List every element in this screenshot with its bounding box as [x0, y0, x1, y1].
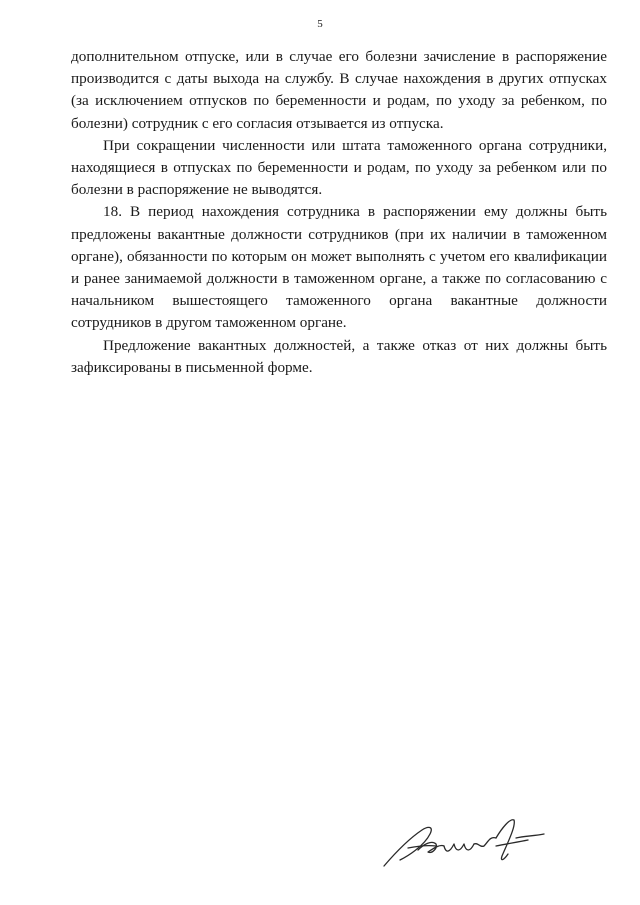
document-body: [71, 46, 607, 379]
page-number: 5: [317, 18, 323, 30]
paragraph-staff-reduction: При сокращении численности или штата таможенного органа сотрудники, находящиеся в отпусках по беременности и родам, по уходу за ребенком или по болезни в распоряжение не выводятся.: [71, 136, 607, 199]
paragraph-written-form: Предложение вакантных должностей, а также отказ от них должны быть зафиксированы в письменной форме.: [71, 336, 607, 376]
handwritten-signature: [378, 812, 548, 872]
paragraph-item-18: 18. В период нахождения сотрудника в распоряжении ему должны быть предложены вакантные должности сотрудников (при их наличии в таможенном органе), обязанности по которым он может выполнять с учетом его квалификации и ранее занимаемой должности в таможенном органе, а также по согласованию с начальником вышестоящего таможенного органа вакантные должности сотрудников в другом таможенном органе.: [71, 203, 607, 332]
paragraph-continuation: дополнительном отпуске, или в случае его болезни зачисление в распоряжение производится с даты выхода на службу. В случае нахождения в других отпусках (за исключением отпусков по беременности и родам, по уходу за ребенком, по болезни) сотрудник с его согласия отзывается из отпуска.: [71, 48, 607, 132]
